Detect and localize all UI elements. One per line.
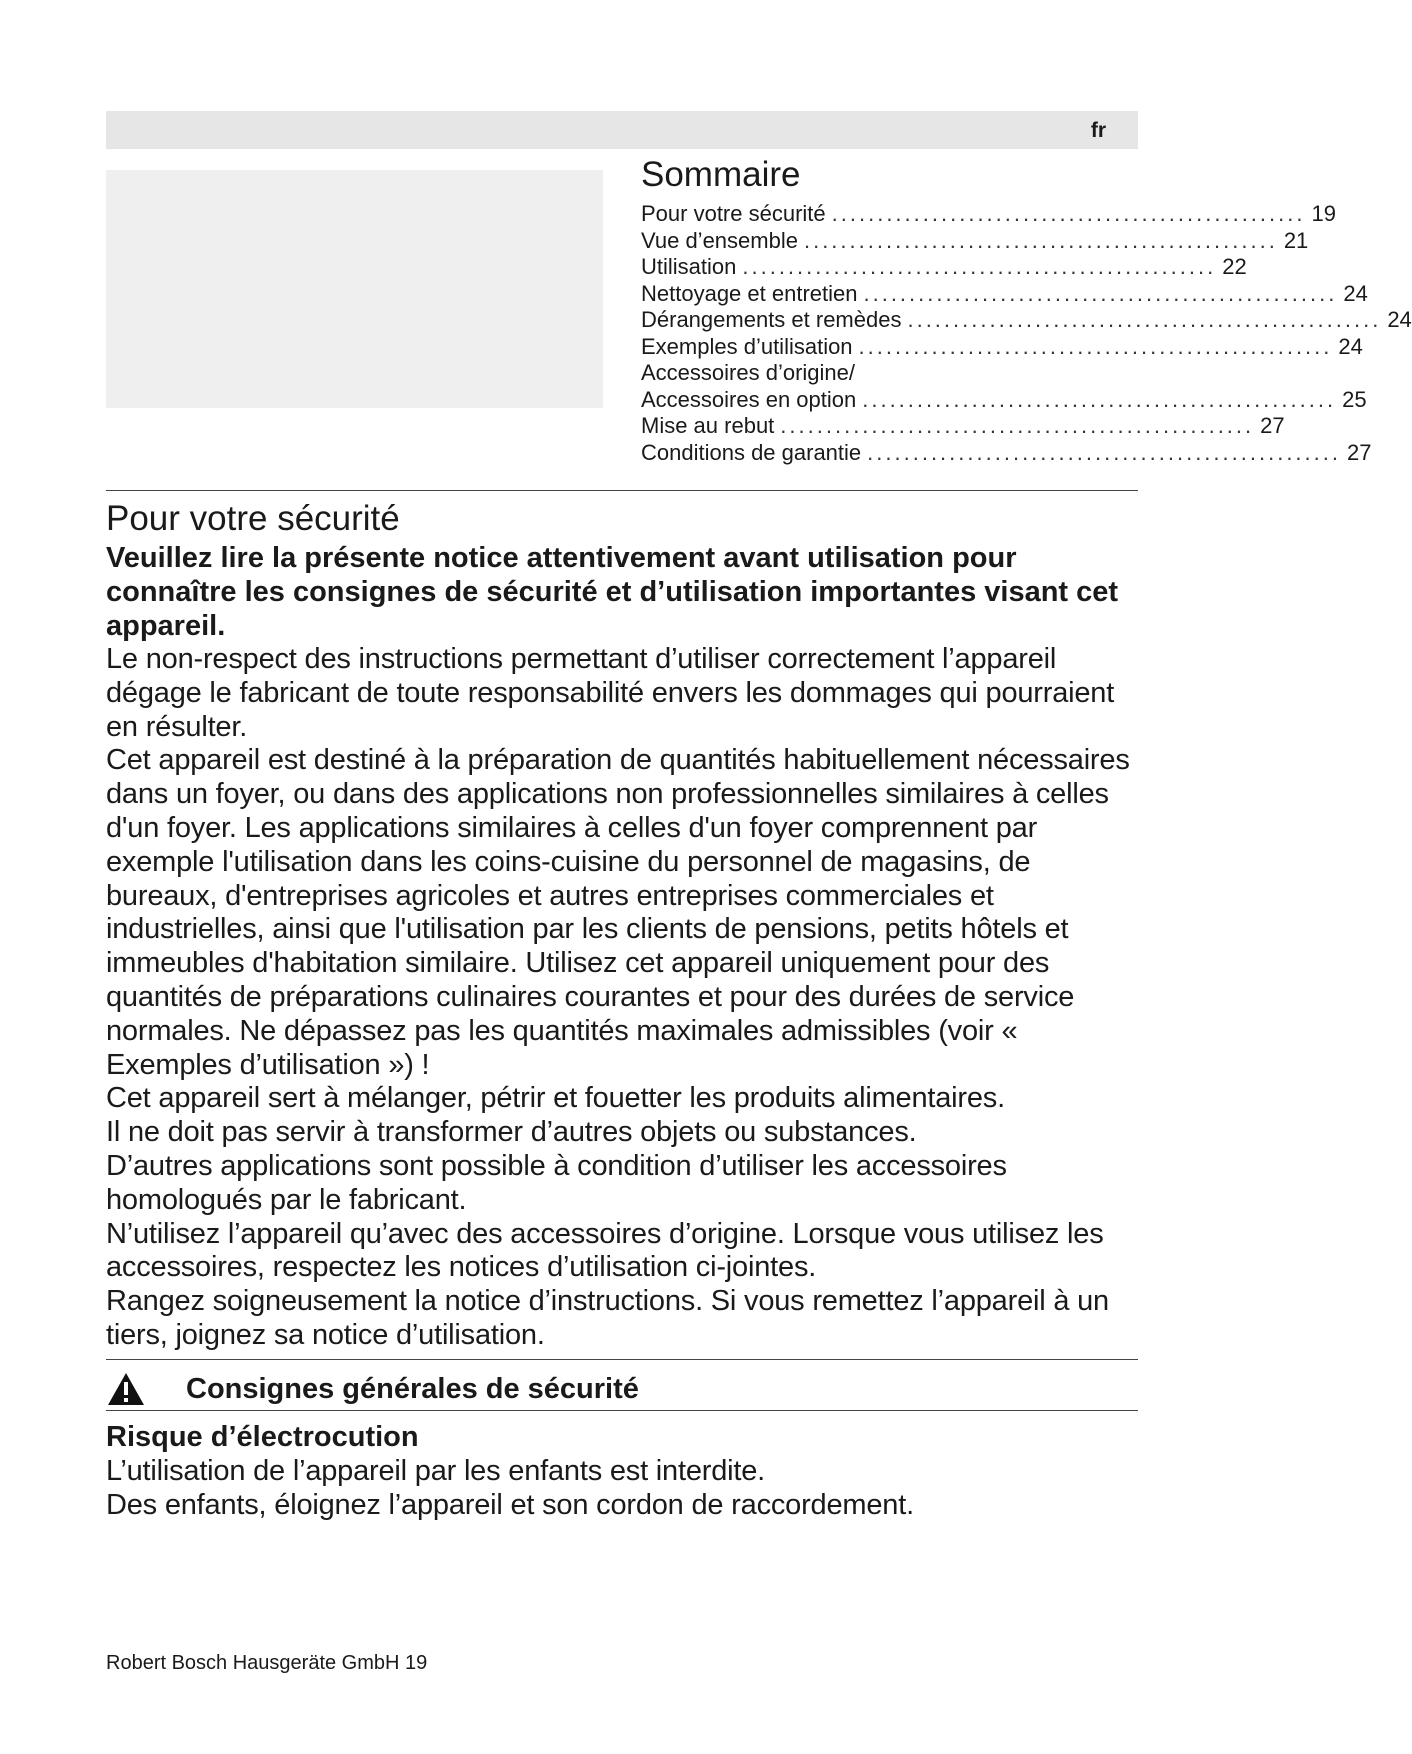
safety-paragraph: Cet appareil est destiné à la préparation de quantités habituellement nécessaires dans un foyer, ou dans des applications non professionnelles similaires à celles d'un foyer. Les applications similaires à celles d'un foyer comprennent par exemple l'utilisation dans les coins-cuisine du personnel de magasins, de bureaux, d'entreprises agricoles et autres entreprises commerciales et industrielles, ainsi que l'utilisation par les clients de pensions, petits hôtels et immeubles d'habitation similaire. Utilisez cet appareil uniquement pour des quantités de préparations culinaires courantes et pour des durées de service normales. Ne dépassez pas les quantités maximales admissibles (voir « Exemples d’utilisation ») ! bbox=[106, 744, 1130, 1081]
safety-paragraph: D’autres applications sont possible à condition d’utiliser les accessoires homologués par le fabricant. bbox=[106, 1149, 1007, 1216]
section-divider bbox=[106, 1359, 1138, 1360]
safety-paragraph: Il ne doit pas servir à transformer d’autres objets ou substances. bbox=[106, 1116, 917, 1149]
toc-dot-leader: .................................................... bbox=[863, 280, 1338, 306]
toc-item-page: 27 bbox=[1347, 439, 1372, 465]
toc-item-label: Vue d’ensemble bbox=[641, 227, 798, 253]
safety-paragraph: Cet appareil sert à mélanger, pétrir et fouetter les produits alimentaires. bbox=[106, 1082, 1005, 1115]
toc-item-label: Exemples d’utilisation bbox=[641, 333, 853, 359]
section-title: Pour votre sécurité bbox=[106, 499, 400, 538]
toc-item-safety[interactable] bbox=[641, 201, 1336, 228]
warning-icon bbox=[106, 1371, 146, 1407]
safety-paragraph: Rangez soigneusement la notice d’instructions. Si vous remettez l’appareil à un tiers, joignez sa notice d’utilisation. bbox=[106, 1285, 1109, 1351]
toc-dot-leader: .................................................... bbox=[742, 254, 1217, 279]
toc-item-page: 24 bbox=[1387, 307, 1412, 332]
toc-item-cleaning[interactable] bbox=[641, 280, 1368, 308]
safety-paragraph: N’utilisez l’appareil qu’avec des accessoires d’origine. Lorsque vous utilisez les accessoires, respectez les notices d’utilisation ci-jointes. bbox=[106, 1217, 1104, 1284]
toc-item-original-accessories[interactable] bbox=[641, 360, 1129, 387]
general-safety-heading bbox=[106, 1367, 1138, 1411]
toc-item-label: Nettoyage et entretien bbox=[641, 280, 858, 306]
toc-item-page: 24 bbox=[1338, 333, 1363, 359]
toc-dot-leader: .................................................... bbox=[858, 333, 1333, 359]
general-safety-title: Consignes générales de sécurité bbox=[186, 1372, 639, 1405]
toc-item-page: 19 bbox=[1311, 201, 1336, 226]
toc-item-label: Dérangements et remèdes bbox=[641, 307, 902, 332]
toc-dot-leader: .................................................... bbox=[831, 201, 1306, 226]
toc-item-label: Mise au rebut bbox=[641, 413, 775, 438]
toc-dot-leader: .................................................... bbox=[867, 439, 1341, 465]
section-divider bbox=[106, 490, 1138, 491]
toc-list bbox=[641, 201, 1412, 466]
safety-section bbox=[106, 497, 1146, 1353]
toc-dot-leader: .................................................... bbox=[907, 307, 1382, 332]
toc-item-page: 21 bbox=[1283, 227, 1309, 253]
toc-item-label: Accessoires d’origine/ bbox=[641, 360, 855, 385]
section-divider bbox=[106, 1410, 1138, 1411]
toc-dot-leader: .................................................... bbox=[780, 413, 1255, 438]
toc-item-optional-accessories[interactable] bbox=[641, 386, 1367, 414]
risk-line: Des enfants, éloignez l’appareil et son cordon de raccordement. bbox=[106, 1488, 914, 1521]
toc-item-page: 24 bbox=[1343, 280, 1368, 306]
safety-paragraph: Le non-respect des instructions permettant d’utiliser correctement l’appareil dégage le fabricant de toute responsabilité envers les dommages qui pourraient en résulter. bbox=[106, 643, 1115, 743]
toc-item-label: Pour votre sécurité bbox=[641, 201, 826, 226]
toc-item-label: Accessoires en option bbox=[641, 386, 857, 412]
safety-intro: Veuillez lire la présente notice attentivement avant utilisation pour connaître les consignes de sécurité et d’utilisation importantes visant cet appareil. bbox=[106, 542, 1119, 642]
toc-item-overview[interactable] bbox=[641, 227, 1309, 255]
toc-item-examples[interactable] bbox=[641, 333, 1363, 361]
toc-item-label: Utilisation bbox=[641, 254, 737, 279]
language-label: fr bbox=[1090, 119, 1106, 142]
toc-item-warranty[interactable] bbox=[641, 439, 1372, 467]
toc-item-usage[interactable] bbox=[641, 254, 1247, 281]
toc-item-disposal[interactable] bbox=[641, 413, 1285, 440]
table-of-contents bbox=[641, 153, 1412, 466]
risk-title: Risque d’électrocution bbox=[106, 1421, 419, 1453]
toc-dot-leader: .................................................... bbox=[862, 386, 1337, 412]
toc-dot-leader: .................................................... bbox=[803, 227, 1278, 253]
risk-line: L’utilisation de l’appareil par les enfants est interdite. bbox=[106, 1455, 766, 1487]
toc-item-page: 27 bbox=[1260, 413, 1285, 438]
electrocution-risk-section bbox=[106, 1419, 1146, 1523]
toc-item-page: 22 bbox=[1222, 254, 1247, 279]
page-footer: Robert Bosch Hausgeräte GmbH 19 bbox=[106, 1652, 428, 1674]
product-image-placeholder bbox=[106, 170, 603, 408]
header-bar bbox=[106, 111, 1138, 149]
toc-title: Sommaire bbox=[641, 155, 801, 194]
toc-item-troubleshooting[interactable] bbox=[641, 307, 1412, 334]
toc-item-label: Conditions de garantie bbox=[641, 439, 862, 465]
toc-item-page: 25 bbox=[1342, 386, 1367, 412]
